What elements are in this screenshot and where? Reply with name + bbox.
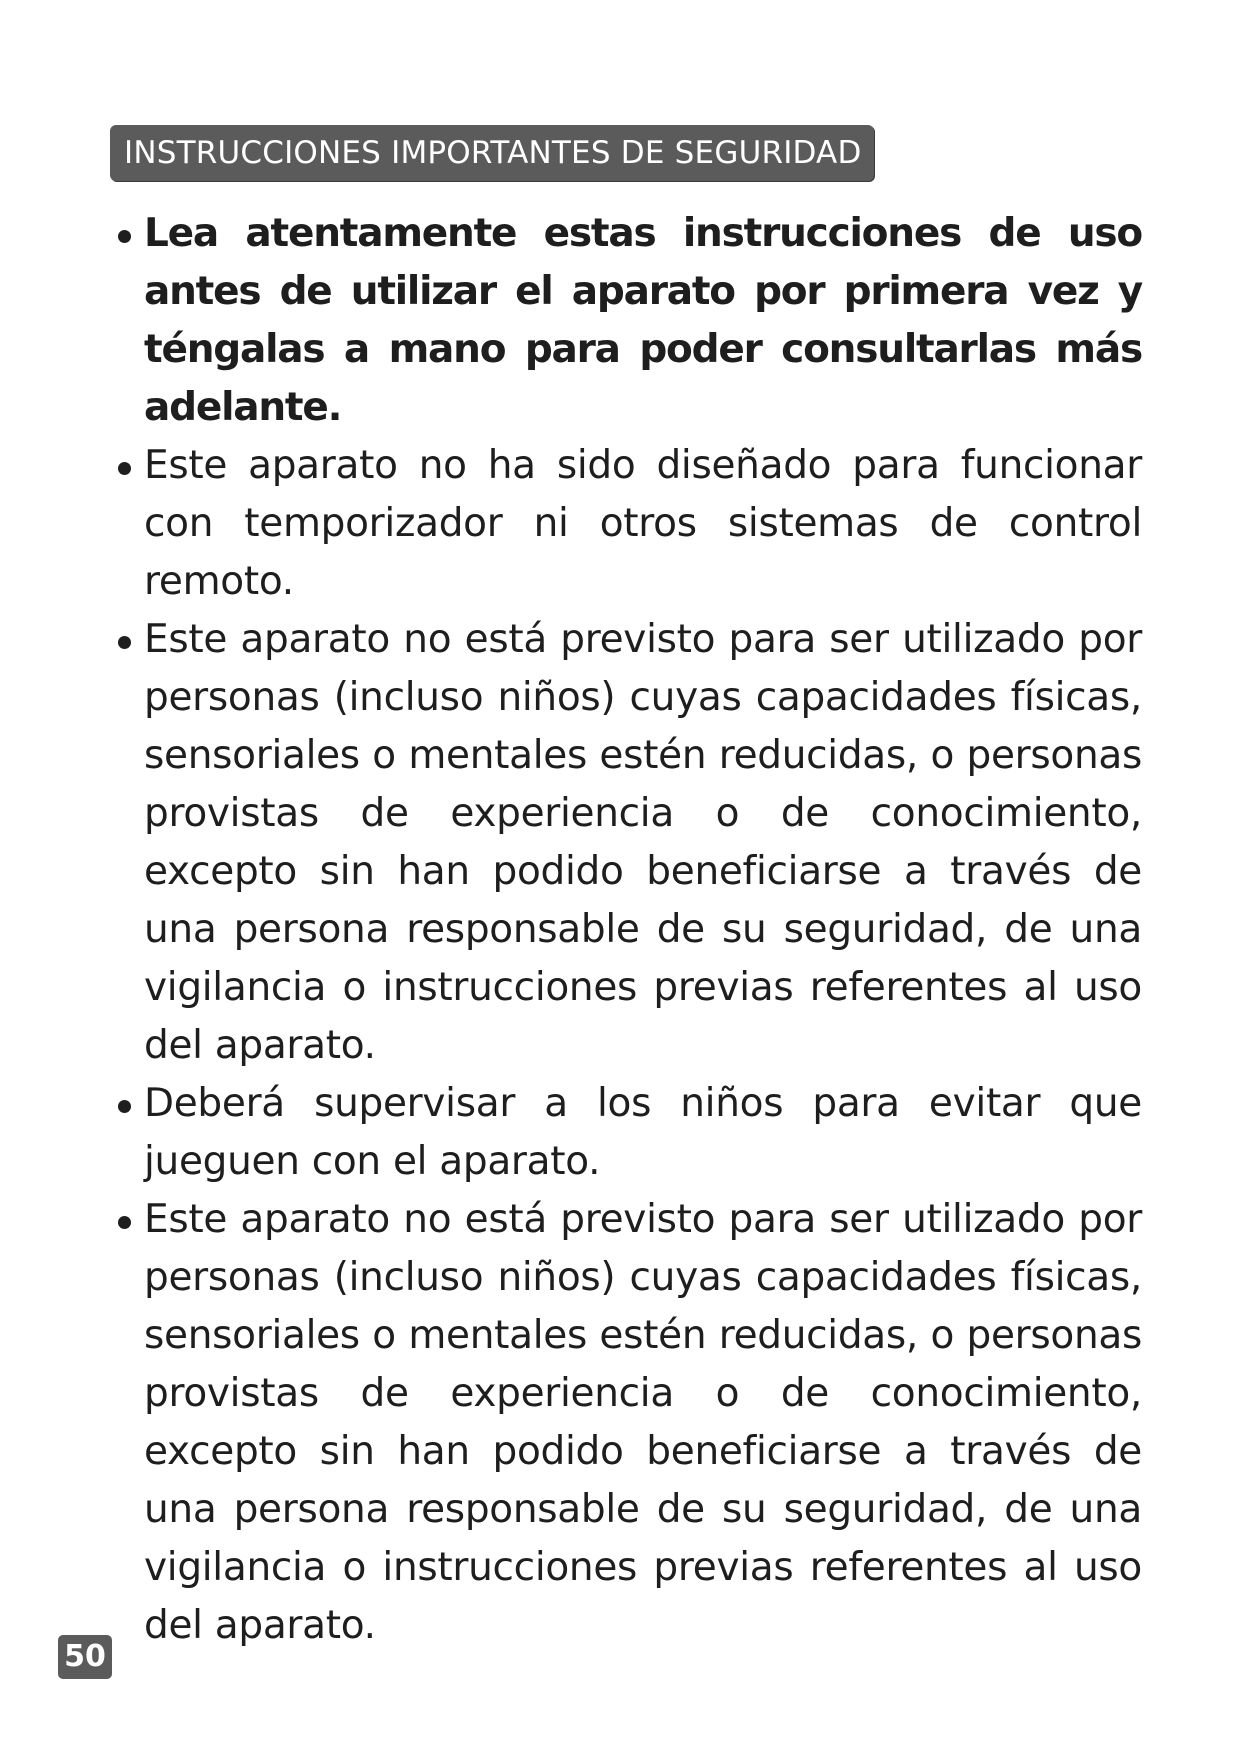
bullet-icon [118, 636, 131, 649]
safety-instructions-list [112, 205, 1142, 1655]
instruction-text: Deberá supervisar a los niños para evitar que jueguen con el aparato. [144, 1081, 1142, 1184]
page-number-badge [58, 1635, 112, 1679]
instruction-text: Este aparato no está previsto para ser utilizado por personas (incluso niños) cuyas capacidades físicas, sensoriales o mentales estén reducidas, o personas provistas de experiencia o de conocimiento, excepto sin han podido beneficiarse a través de una persona responsable de su seguridad, de una vigilancia o instrucciones previas referentes al uso del aparato. [144, 617, 1142, 1068]
page-number: 50 [64, 1639, 106, 1674]
instruction-text: Este aparato no está previsto para ser utilizado por personas (incluso niños) cuyas capacidades físicas, sensoriales o mentales estén reducidas, o personas provistas de experiencia o de conocimiento, excepto sin han podido beneficiarse a través de una persona responsable de su seguridad, de una vigilancia o instrucciones previas referentes al uso del aparato. [144, 1197, 1142, 1648]
instruction-item [112, 205, 1142, 437]
section-header [110, 125, 874, 181]
instruction-item [112, 437, 1142, 611]
section-header-title: INSTRUCCIONES IMPORTANTES DE SEGURIDAD [124, 135, 862, 171]
instruction-item [112, 1191, 1142, 1655]
instruction-text: Lea atentamente estas instrucciones de uso antes de utilizar el aparato por primera vez y téngalas a mano para poder consultarlas más adelante. [144, 211, 1142, 430]
instruction-text: Este aparato no ha sido diseñado para funcionar con temporizador ni otros sistemas de control remoto. [144, 443, 1142, 604]
bullet-icon [118, 462, 131, 475]
instruction-item [112, 611, 1142, 1075]
bullet-icon [118, 1100, 131, 1113]
bullet-icon [118, 1216, 131, 1229]
instruction-item [112, 1075, 1142, 1191]
bullet-icon [118, 230, 131, 243]
